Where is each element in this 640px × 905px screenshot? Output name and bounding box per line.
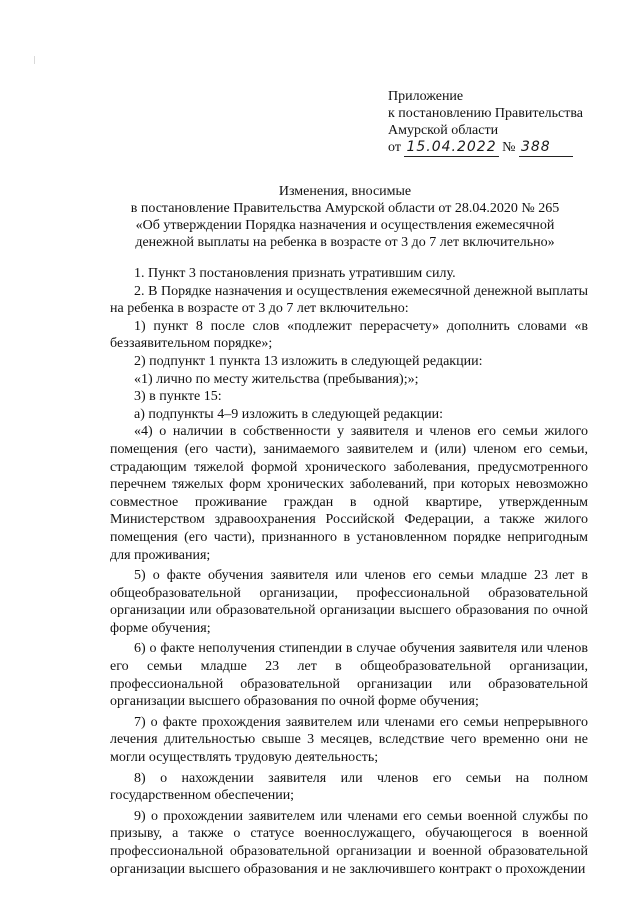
paragraph-6: 3) в пункте 15: [134,389,222,405]
scan-margin-mark [34,56,35,64]
appendix-date-number-row [388,139,628,157]
paragraph-8: «4) о наличии в собственности у заявителя и членов его семьи жилого помещения (его части), занимаемого заявителем и (или) членом его семьи, страдающим тяжелой формой хронического заболевания, предусмотренного перечнем тяжелых форм хронических заболеваний, при которых невозможно совместное проживание граждан в одной квартире, утвержденным Министерством здравоохранения Российской Федерации, а также жилого помещения (его части), признанного в установленном порядке непригодным для проживания; [110,424,588,563]
appendix-region: Амурской области [388,123,499,138]
appendix-decree-ref: к постановлению Правительства [388,106,584,121]
paragraph-5: «1) лично по месту жительства (пребывания);»; [134,371,419,387]
appendix-label: Приложение [388,89,464,104]
paragraph-4: 2) подпункт 1 пункта 13 изложить в следующей редакции: [134,353,483,369]
document-title [110,183,580,251]
paragraph-9: 5) о факте обучения заявителя или членов его семьи младше 23 лет в общеобразовательной организации, профессиональной образовательной организации или образовательной организации высшего образования по очной форме обучения; [110,568,588,636]
title-line-1: Изменения, вносимые [278,184,412,199]
paragraph-13: 9) о прохождении заявителем или членами его семьи военной службы по призыву, а также о статусе военнослужащего, обучающегося в военной профессиональной образовательной организации и военной образовательной организации высшего образования и не заключившего контракт о прохождении [110,808,588,877]
title-line-3: «Об утверждении Порядка назначения и осуществления ежемесячной [135,218,555,233]
paragraph-1: 1. Пункт 3 постановления признать утратившим силу. [134,266,456,281]
title-line-2: в постановление Правительства Амурской области от 28.04.2020 № 265 [130,201,560,216]
date-prefix: от [388,140,401,155]
appendix-header [388,88,628,157]
number-prefix: № [502,140,516,155]
paragraph-3: 1) пункт 8 после слов «подлежит перерасчету» дополнить словами «в беззаявительном порядке»; [110,318,588,352]
paragraph-10: 6) о факте неполучения стипендии в случае обучения заявителя или членов его семьи младше 23 лет в общеобразовательной организации, профессиональной образовательной организации или образовательной организации высшего образования по очной форме обучения; [110,641,588,710]
paragraph-2: 2. В Порядке назначения и осуществления ежемесячной денежной выплаты на ребенка в возрасте от 3 до 7 лет включительно: [110,283,588,317]
document-body [110,265,588,878]
title-line-4: денежной выплаты на ребенка в возрасте от 3 до 7 лет включительно» [135,235,555,250]
handwritten-date: 15.04.2022 [406,139,497,155]
paragraph-7: а) подпункты 4–9 изложить в следующей редакции: [134,406,443,422]
paragraph-12: 8) о нахождении заявителя или членов его семьи на полном государственном обеспечении; [110,770,588,804]
handwritten-number: 388 [519,139,573,157]
paragraph-11: 7) о факте прохождения заявителем или членами его семьи непрерывного лечения длительностью свыше 3 месяцев, вследствие чего временно они не могли осуществлять трудовую деятельность; [110,714,588,766]
